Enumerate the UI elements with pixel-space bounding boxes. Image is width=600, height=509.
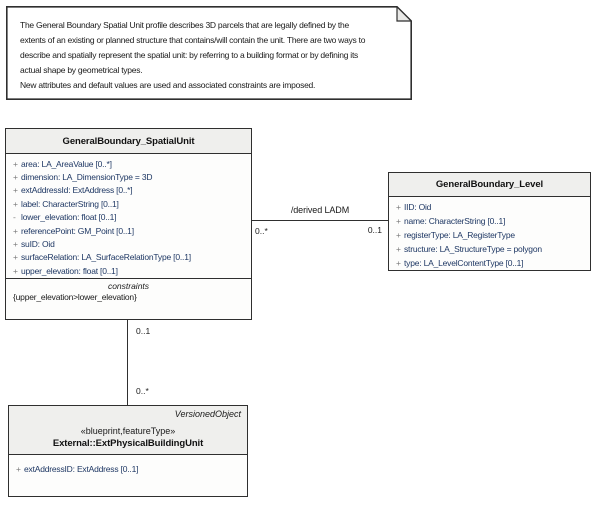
class-generalboundary-level bbox=[388, 172, 591, 271]
attribute-text: extAddressId: ExtAddress [0..*] bbox=[21, 185, 133, 196]
attribute-row bbox=[6, 211, 251, 224]
attribute-text: name: CharacterString [0..1] bbox=[404, 216, 506, 226]
attribute-text: structure: LA_StructureType = polygon bbox=[404, 244, 542, 254]
visibility-symbol: + bbox=[13, 239, 18, 250]
class-name: External::ExtPhysicalBuildingUnit bbox=[52, 438, 204, 449]
constraints-compartment bbox=[6, 279, 251, 302]
class-name: GeneralBoundary_Level bbox=[389, 173, 590, 197]
attribute-row bbox=[6, 264, 251, 277]
attribute-text: suID: Oid bbox=[21, 239, 55, 250]
attribute-row bbox=[9, 462, 247, 476]
attribute-text: upper_elevation: float [0..1] bbox=[21, 265, 118, 276]
attribute-text: referencePoint: GM_Point [0..1] bbox=[21, 225, 134, 236]
visibility-symbol: + bbox=[13, 172, 18, 183]
uml-note bbox=[6, 6, 412, 100]
class-generalboundary-spatialunit bbox=[5, 128, 252, 320]
note-line: New attributes and default values are used and associated constraints are imposed. bbox=[20, 80, 316, 90]
attribute-row bbox=[6, 224, 251, 237]
visibility-symbol: + bbox=[13, 252, 18, 263]
visibility-symbol: + bbox=[16, 464, 21, 474]
visibility-symbol: + bbox=[396, 244, 401, 254]
attribute-row bbox=[389, 214, 590, 228]
visibility-symbol: + bbox=[13, 225, 18, 236]
note-line: describe and spatially represent the spatial unit: by referring to a building format or by defining its bbox=[20, 50, 359, 60]
multiplicity-spatialunit-end: 0..* bbox=[255, 226, 268, 236]
visibility-symbol: + bbox=[396, 202, 401, 212]
visibility-symbol: + bbox=[396, 216, 401, 226]
class-header bbox=[9, 406, 247, 455]
visibility-symbol: + bbox=[13, 265, 18, 276]
parent-type-label: VersionedObject bbox=[174, 409, 241, 419]
association-derived-ladm-line bbox=[252, 220, 388, 221]
note-line: extents of an existing or planned structure that contains/will contain the unit. There are two ways to bbox=[20, 35, 366, 45]
multiplicity-buildingunit-end: 0..* bbox=[136, 386, 149, 396]
attribute-row bbox=[6, 197, 251, 210]
class-name: GeneralBoundary_SpatialUnit bbox=[6, 129, 251, 154]
constraints-title: constraints bbox=[107, 281, 150, 291]
class-external-extphysicalbuildingunit bbox=[8, 405, 248, 497]
attribute-text: registerType: LA_RegisterType bbox=[404, 230, 515, 240]
attribute-text: dimension: LA_DimensionType = 3D bbox=[21, 172, 153, 183]
attribute-row bbox=[6, 251, 251, 264]
attribute-row bbox=[389, 228, 590, 242]
attribute-text: surfaceRelation: LA_SurfaceRelationType [0..1] bbox=[21, 252, 191, 263]
attribute-text: extAddressID: ExtAddress [0..1] bbox=[24, 464, 139, 474]
association-name-label: /derived LADM bbox=[290, 205, 350, 215]
attribute-text: IID: Oid bbox=[404, 202, 432, 212]
constraint-expression: {upper_elevation>lower_elevation} bbox=[13, 292, 137, 302]
note-text bbox=[20, 18, 408, 93]
multiplicity-spatialunit-bottom-end: 0..1 bbox=[136, 326, 151, 336]
attributes-compartment bbox=[9, 455, 247, 476]
stereotype-label: «blueprint,featureType» bbox=[80, 426, 176, 436]
attributes-compartment bbox=[389, 197, 590, 270]
attribute-row bbox=[6, 184, 251, 197]
attribute-row bbox=[6, 157, 251, 170]
note-line: The General Boundary Spatial Unit profile describes 3D parcels that are legally defined by the bbox=[20, 20, 349, 30]
visibility-symbol: + bbox=[13, 158, 18, 169]
attribute-text: type: LA_LevelContentType [0..1] bbox=[404, 258, 524, 268]
visibility-symbol: + bbox=[13, 198, 18, 209]
attribute-text: lower_elevation: float [0..1] bbox=[21, 212, 117, 223]
attribute-text: area: LA_AreaValue [0..*] bbox=[21, 158, 112, 169]
visibility-symbol: - bbox=[13, 212, 16, 223]
visibility-symbol: + bbox=[396, 258, 401, 268]
multiplicity-level-end: 0..1 bbox=[367, 225, 382, 235]
attribute-row bbox=[389, 242, 590, 256]
attribute-text: label: CharacterString [0..1] bbox=[21, 198, 119, 209]
association-buildingunit-line bbox=[127, 320, 128, 405]
attributes-compartment bbox=[6, 154, 251, 279]
attribute-row bbox=[389, 200, 590, 214]
attribute-row bbox=[389, 256, 590, 270]
visibility-symbol: + bbox=[13, 185, 18, 196]
visibility-symbol: + bbox=[396, 230, 401, 240]
attribute-row bbox=[6, 237, 251, 250]
attribute-row bbox=[6, 170, 251, 183]
note-line: actual shape by geometrical types. bbox=[20, 65, 143, 75]
